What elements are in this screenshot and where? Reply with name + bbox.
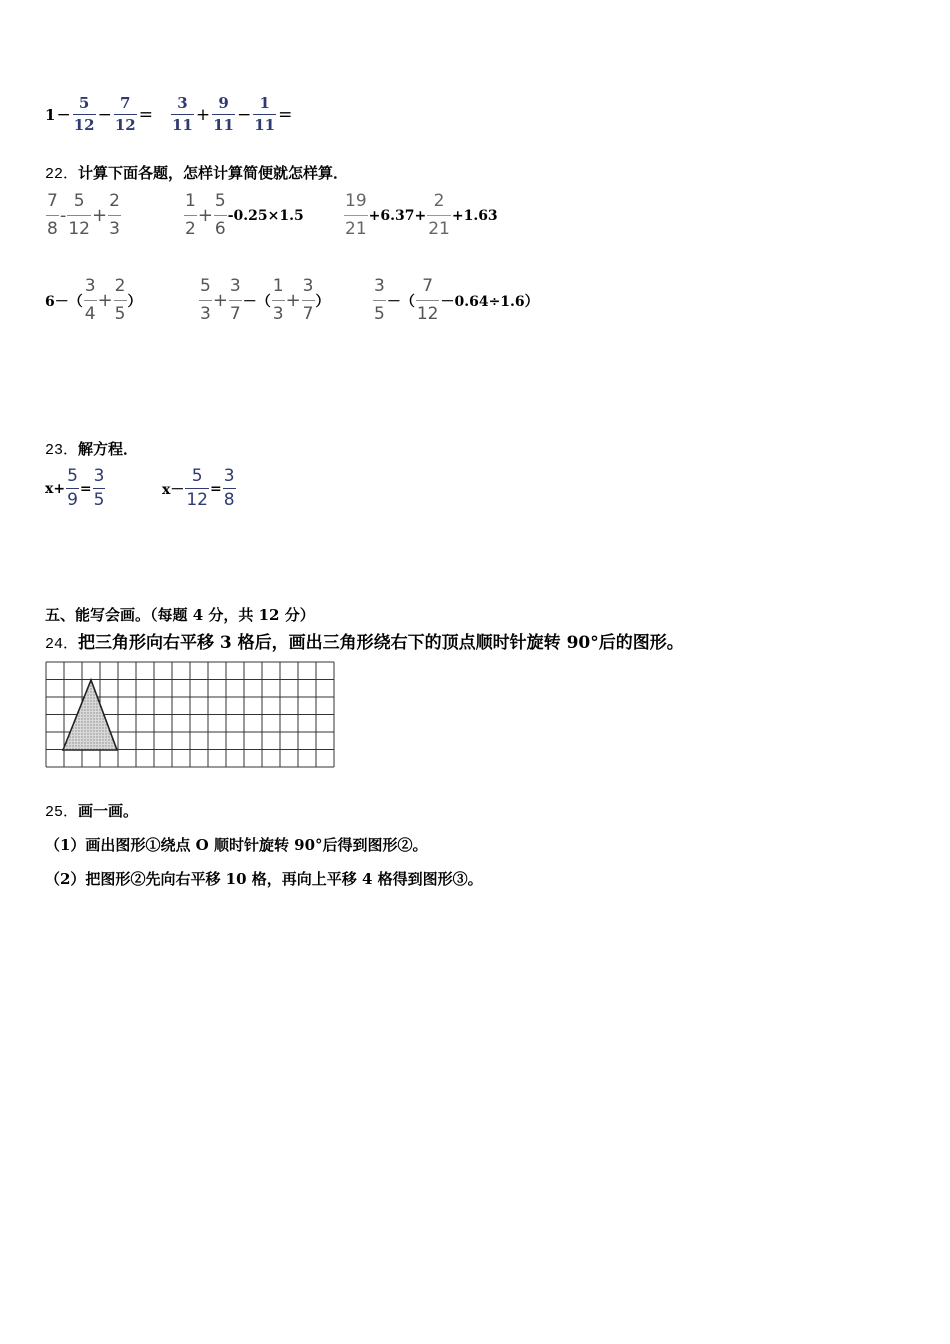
- fraction: $\frac{9}{11}$: [213, 94, 234, 134]
- fraction: $\frac{3}{7}$: [229, 276, 241, 324]
- equals: =: [210, 480, 222, 497]
- fraction: $\frac{3}{8}$: [223, 466, 235, 510]
- fraction: $\frac{7}{8}$: [47, 191, 58, 239]
- fraction: $\frac{1}{2}$: [185, 191, 196, 239]
- question-title: 把三角形向右平移 3 格后，画出三角形绕右下的顶点顺时针旋转 90°后的图形。: [78, 633, 684, 653]
- fraction: $\frac{7}{12}$: [114, 94, 136, 134]
- fraction: $\frac{1}{11}$: [254, 94, 276, 134]
- equals: =: [278, 104, 293, 125]
- equation-lead: x+: [45, 480, 66, 497]
- fraction: $\frac{3}{4}$: [84, 276, 96, 324]
- equation-2: [162, 468, 237, 509]
- fraction: $\frac{2}{3}$: [109, 191, 120, 239]
- expr-close: ）: [315, 293, 330, 310]
- equation-lead: x－: [162, 481, 185, 498]
- q22-expr-6: [372, 278, 539, 323]
- fraction: $\frac{5}{3}$: [200, 276, 211, 324]
- fraction: $\frac{2}{21}$: [428, 191, 450, 239]
- fraction: $\frac{3}{5}$: [374, 276, 385, 324]
- fraction: $\frac{19}{21}$: [345, 191, 367, 239]
- q22-expr-3: [343, 193, 498, 238]
- fraction: $\frac{3}{11}$: [172, 94, 193, 134]
- expr-row-2: $\frac{3}{11}$ + $\frac{9}{11}$ − $\frac{1}{11}$ =: [172, 94, 293, 134]
- fraction: $\frac{5}{6}$: [214, 191, 226, 239]
- fraction: $\frac{5}{12}$: [186, 466, 208, 510]
- expr-mid: +6.37+: [368, 207, 427, 224]
- expr-tail: －0.64÷1.6）: [440, 293, 539, 310]
- lead-1: 1: [45, 105, 56, 124]
- question-number: 25．: [45, 804, 79, 821]
- question-25-sub-2: （2）把图形②先向右平移 10 格，再向上平移 4 格得到图形③。: [45, 870, 483, 888]
- fraction: $\frac{5}{9}$: [67, 466, 78, 510]
- expr-row-1: 1 − $\frac{5}{12}$ − $\frac{7}{12}$ =: [45, 94, 153, 134]
- fraction: $\frac{1}{3}$: [272, 276, 284, 324]
- question-23-heading: [45, 438, 138, 459]
- question-24-heading: [45, 628, 684, 653]
- section-5-title: 五、能写会画。（每题 4 分，共 12 分）: [45, 606, 315, 624]
- question-title: 解方程．: [78, 440, 139, 458]
- fraction: $\frac{3}{7}$: [302, 276, 314, 324]
- question-title: 画一画。: [78, 802, 139, 820]
- expr-mid: －（: [242, 293, 271, 310]
- q22-expr-5: $\frac{5}{3}$ + $\frac{3}{7}$ －（ $\frac{1}{3}$ + $\frac{3}{7}$ ）: [200, 276, 330, 324]
- question-title: 计算下面各题，怎样计算简便就怎样算．: [78, 164, 349, 182]
- grid-figure: [45, 661, 335, 770]
- question-25-sub-1: （1）画出图形①绕点 O 顺时针旋转 90°后得到图形②。: [45, 836, 428, 854]
- expr-tail: -0.25×1.5: [227, 207, 304, 224]
- expr-lead: 6－（: [45, 293, 83, 310]
- fraction: $\frac{5}{12}$: [73, 94, 95, 134]
- question-number: 23．: [45, 442, 79, 459]
- fraction: $\frac{3}{5}$: [93, 466, 105, 510]
- fraction: $\frac{7}{12}$: [416, 276, 439, 324]
- question-number: 24．: [45, 636, 79, 653]
- fraction: $\frac{5}{12}$: [68, 191, 90, 239]
- expr-tail: +1.63: [451, 207, 498, 224]
- fraction: $\frac{2}{5}$: [114, 276, 126, 324]
- equals: =: [79, 480, 92, 497]
- q22-expr-1: $\frac{7}{8}$ - $\frac{5}{12}$ + $\frac{2}{3}$: [47, 191, 120, 239]
- q22-expr-4: 6－（ $\frac{3}{4}$ + $\frac{2}{5}$ ）: [45, 276, 142, 324]
- q22-expr-2: $\frac{1}{2}$ + $\frac{5}{6}$ -0.25×1.5: [185, 191, 304, 239]
- equals: =: [138, 104, 153, 125]
- question-22-heading: [45, 162, 348, 183]
- expr-mid: －（: [386, 293, 415, 310]
- question-25-heading: [45, 800, 138, 821]
- expr-close: ）: [127, 293, 142, 310]
- question-number: 22．: [45, 166, 79, 183]
- equation-1: [45, 468, 106, 509]
